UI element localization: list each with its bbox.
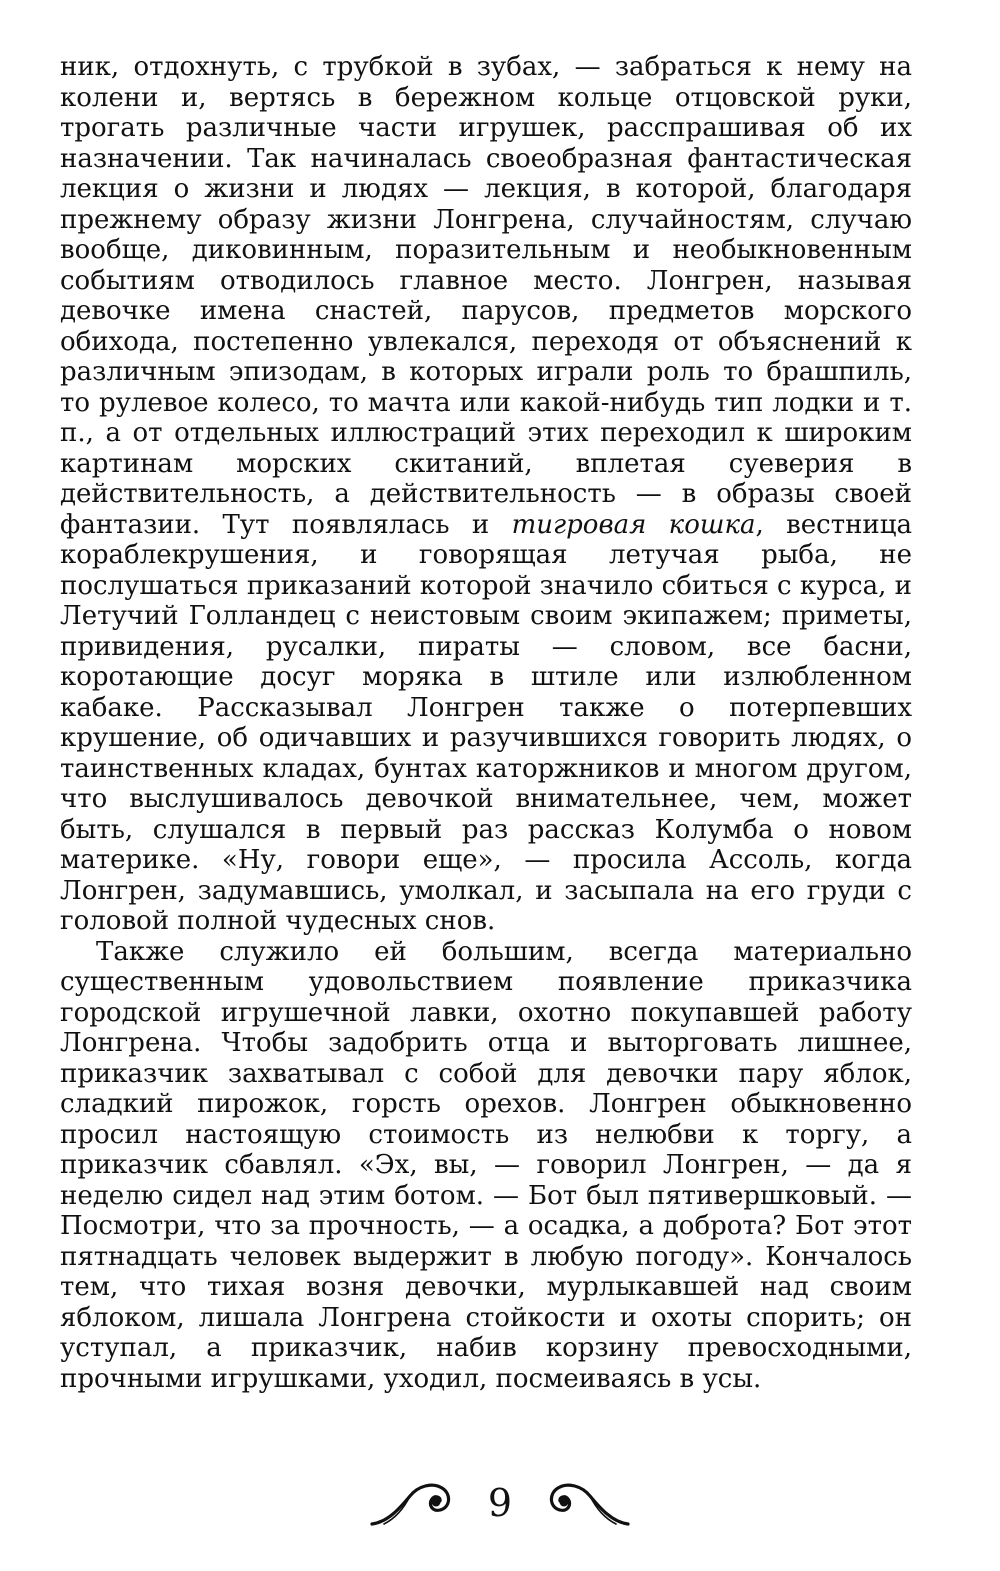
page-number: 9 xyxy=(487,1481,513,1525)
page-footer xyxy=(0,1468,1000,1538)
italic-phrase: тигровая кошка xyxy=(511,509,756,540)
left-swirl-ornament-icon xyxy=(370,1478,460,1528)
paragraph-2: Также служило ей большим, всегда материально существенным удовольствием появление приказчика городской игрушечной лавки, охотно покупавшей работу Лонгрена. Чтобы задобрить отца и выторговать лишнее, приказчик захватывал с собой для девочки пару яблок, сладкий пирожок, горсть орехов. Лонгрен обыкновенно просил настоящую стоимость из нелюбви к торгу, а приказчик сбавлял. «Эх, вы, — говорил Лонгрен, — да я неделю сидел над этим ботом. — Бот был пятивершковый. — Посмотри, что за прочность, — а осадка, а доброта? Бот этот пятнадцать человек выдержит в любую погоду». Кончалось тем, что тихая возня девочки, мурлыкавшей над своим яблоком, лишала Лонгрена стойкости и охоты спорить; он уступал, а приказчик, набив корзину превосходными, прочными игрушками, уходил, посмеиваясь в усы. xyxy=(60,936,912,1394)
right-swirl-ornament-icon xyxy=(540,1478,630,1528)
paragraph-1-part-a: ник, отдохнуть, с трубкой в зубах, — забраться к нему на колени и, вертясь в бережном кольце отцовской руки, трогать различные части игрушек, расспрашивая об их назначении. Так начиналась своеобразная фантастическая лекция о жизни и людях — лекция, в которой, благодаря прежнему образу жизни Лонгрена, случайностям, случаю вообще, диковинным, поразительным и необыкновенным событиям отводилось главное место. Лонгрен, называя девочке имена снастей, парусов, предметов морского обихода, постепенно увлекался, переходя от объяснений к различным эпизодам, в которых играли роль то брашпиль, то рулевое колесо, то мачта или какой-нибудь тип лодки и т. п., а от отдельных иллюстраций этих переходил к широким картинам морских скитаний, вплетая суеверия в действительность, а действительность — в образы своей фантазии. Тут появлялась и xyxy=(60,52,912,540)
paragraph-1-part-b: , вестница кораблекрушения, и говорящая летучая рыба, не послушаться приказаний которой значило сбиться с курса, и Летучий Голландец с неистовым своим экипажем; приметы, привидения, русалки, пираты — словом, все басни, коротающие досуг моряка в штиле или излюбленном кабаке. Рассказывал Лонгрен также о потерпевших крушение, об одичавших и разучившихся говорить людях, о таинственных кладах, бунтах каторжников и многом другом, что выслушивалось девочкой внимательнее, чем, может быть, слушался в первый раз рассказ Колумба о новом материке. «Ну, говори еще», — просила Ассоль, когда Лонгрен, задумавшись, умолкал, и засыпала на его груди с головой полной чудесных снов. xyxy=(60,509,912,936)
book-page-text xyxy=(60,52,912,1394)
paragraph-1 xyxy=(60,52,912,937)
